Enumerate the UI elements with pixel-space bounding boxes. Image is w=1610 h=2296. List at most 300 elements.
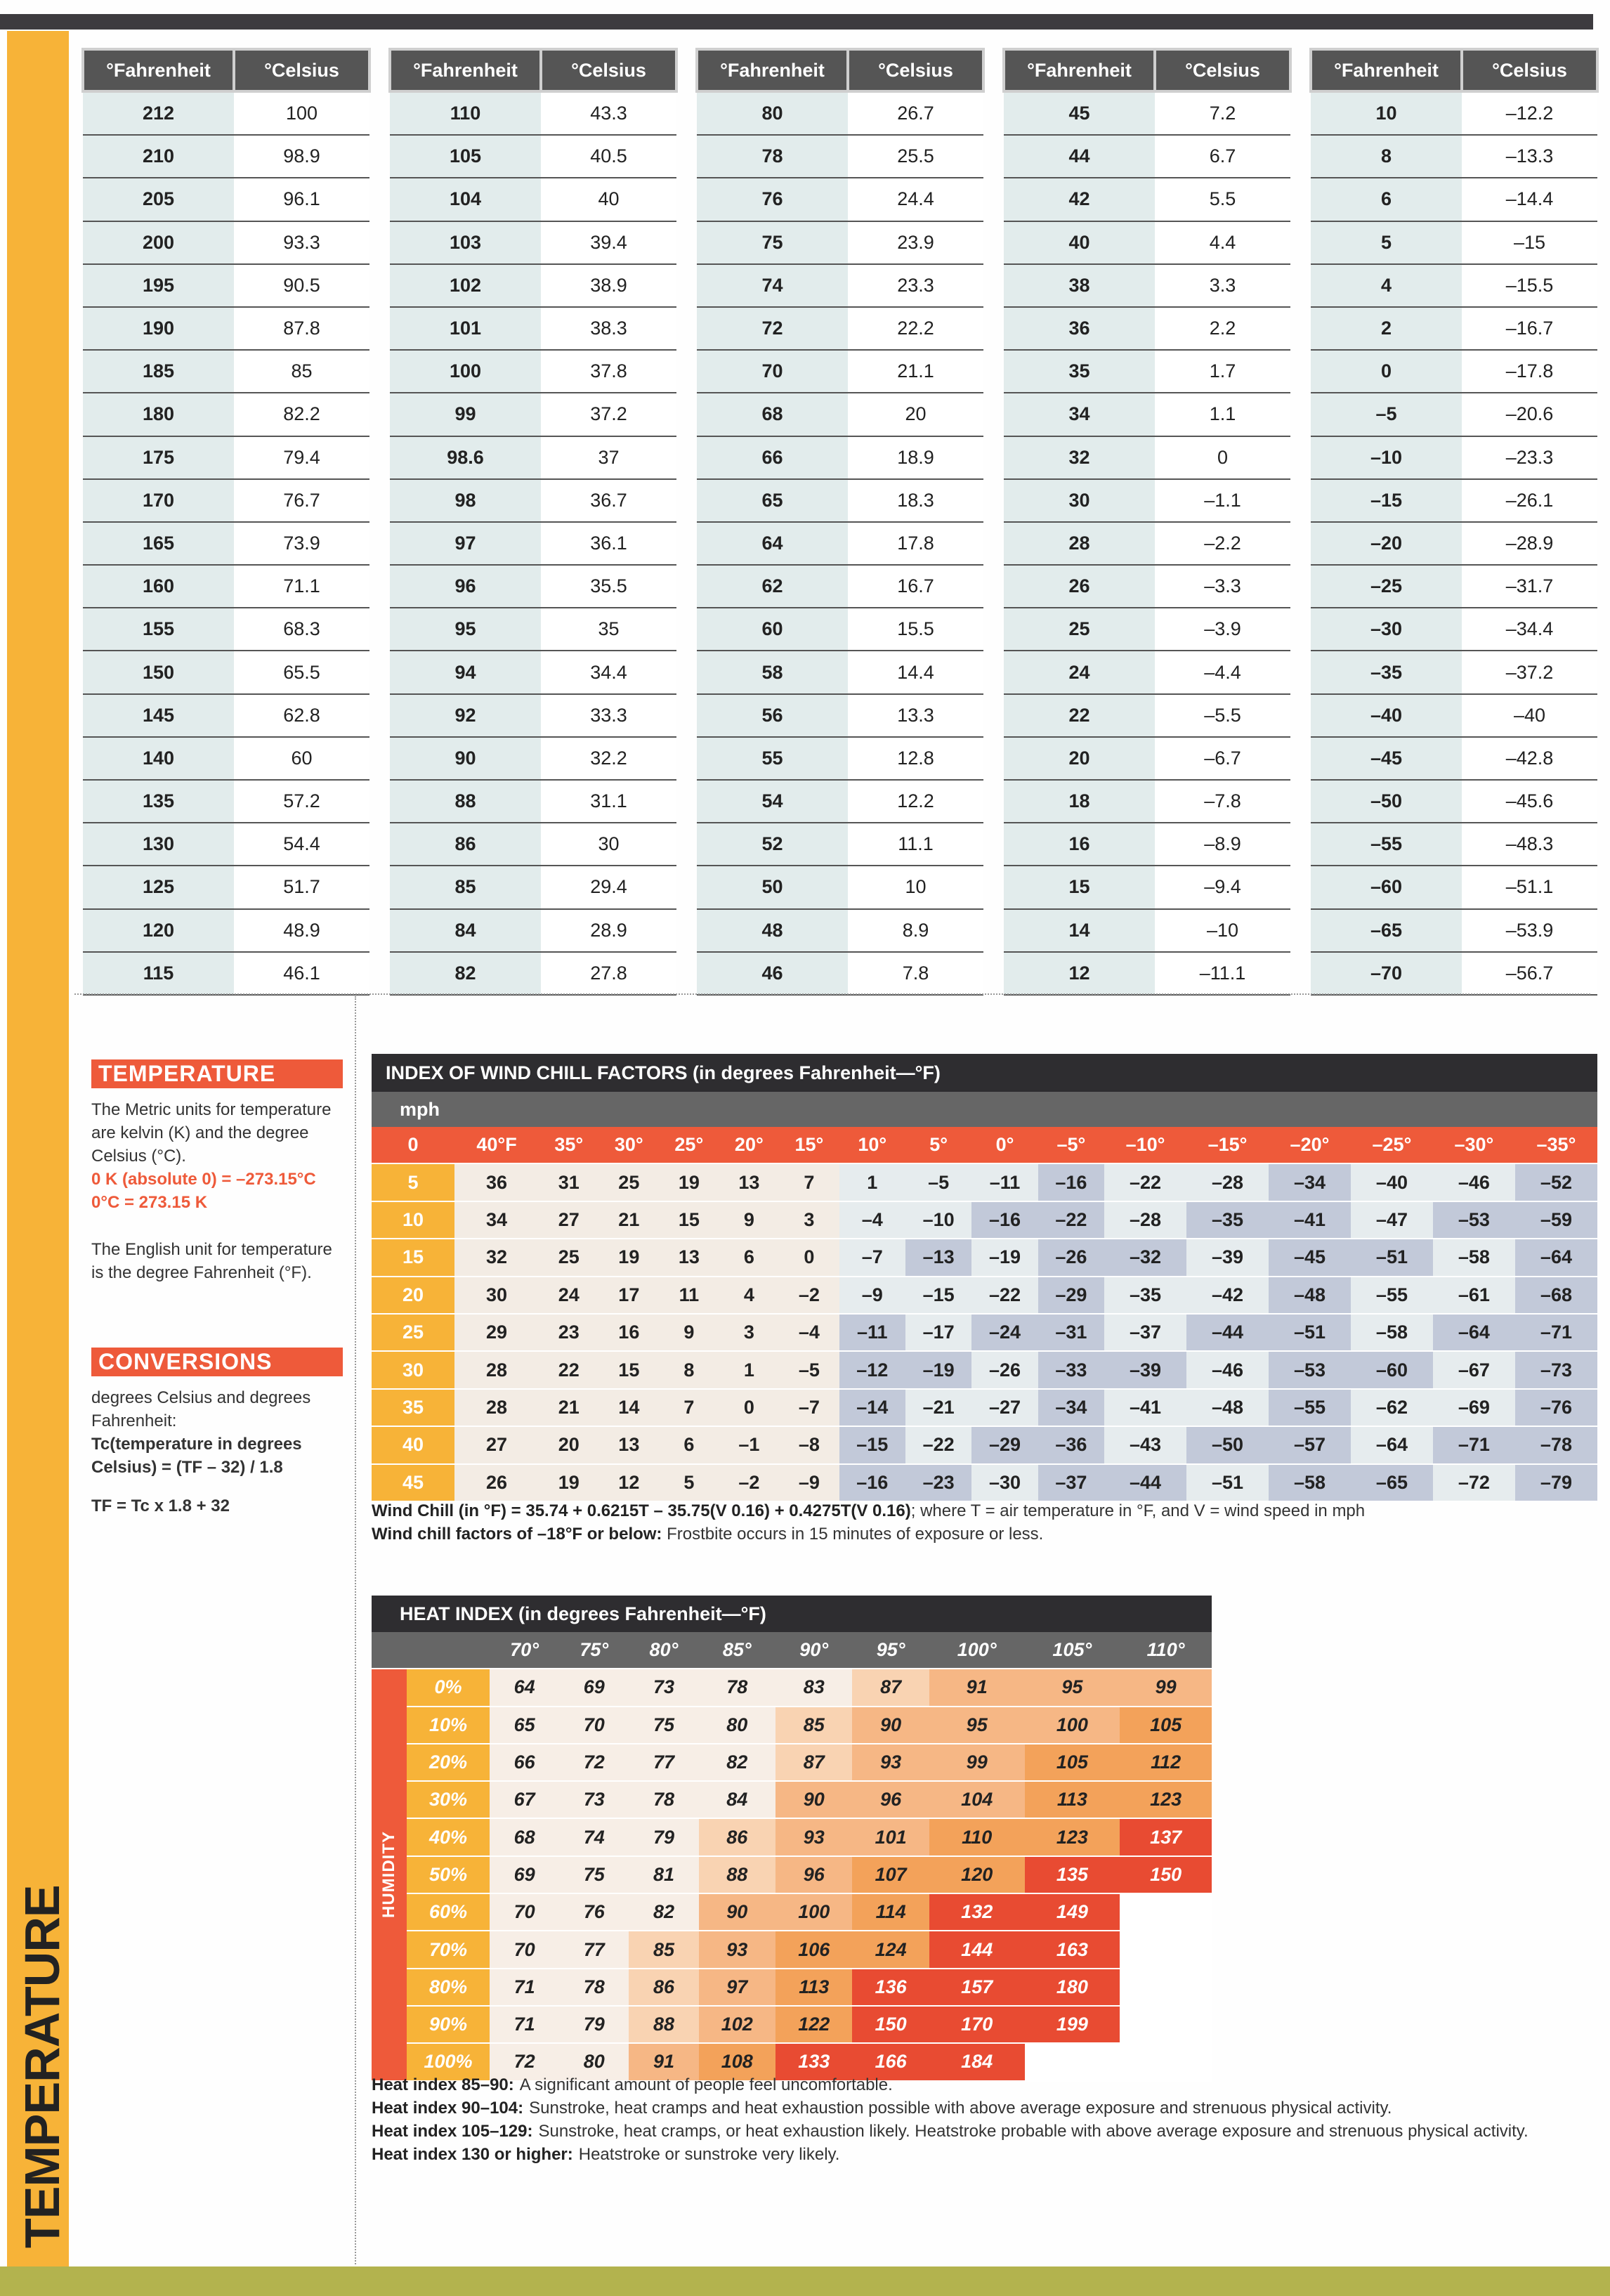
wind-chill-temp-header: 40°F (454, 1127, 539, 1163)
conversions-heading: CONVERSIONS (91, 1348, 343, 1376)
table-row (83, 135, 369, 178)
wind-chill-value: –5 (779, 1351, 839, 1388)
fahrenheit-value: –40 (1311, 694, 1462, 737)
fahrenheit-value: 145 (83, 694, 234, 737)
fahrenheit-value: 212 (83, 91, 234, 135)
fahrenheit-value: 2 (1311, 307, 1462, 350)
heat-index-humidity: 60% (407, 1893, 490, 1931)
top-bar (0, 14, 1593, 30)
heat-index-value: 112 (1120, 1744, 1212, 1781)
heat-index-value: 72 (490, 2043, 559, 2080)
fahrenheit-header: °Fahrenheit (83, 49, 234, 91)
table-row (83, 737, 369, 780)
table-row (697, 436, 983, 479)
celsius-value: 26.7 (848, 91, 983, 135)
heat-index-row (372, 1707, 1212, 1744)
wind-chill-mph: 30 (372, 1351, 454, 1388)
fahrenheit-value: 100 (390, 350, 541, 393)
wind-chill-value: –29 (1038, 1277, 1104, 1314)
wind-chill-temp-header: 25° (659, 1127, 719, 1163)
celsius-value: 0 (1155, 436, 1290, 479)
table-row (83, 952, 369, 995)
fahrenheit-value: –25 (1311, 565, 1462, 608)
celsius-value: 20 (848, 393, 983, 436)
table-row (390, 651, 676, 693)
celsius-value: 12.8 (848, 737, 983, 780)
heat-index-note-text: Sunstroke, heat cramps, or heat exhaustion likely. Heatstroke probable with above average exposure and strenuous physical activity. (538, 2122, 1529, 2141)
fahrenheit-header: °Fahrenheit (1004, 49, 1155, 91)
heat-index-value: 82 (629, 1893, 698, 1931)
heat-index-value: 101 (852, 1818, 929, 1855)
table-row (697, 565, 983, 608)
fahrenheit-value: 140 (83, 737, 234, 780)
fahrenheit-value: 6 (1311, 178, 1462, 221)
fahrenheit-value: 48 (697, 909, 848, 952)
celsius-header: °Celsius (1462, 49, 1597, 91)
table-row (83, 307, 369, 350)
heat-index-humidity: 100% (407, 2043, 490, 2080)
celsius-header: °Celsius (848, 49, 983, 91)
fahrenheit-value: –5 (1311, 393, 1462, 436)
wind-chill-temp-header: 35° (539, 1127, 599, 1163)
wind-chill-value: –58 (1433, 1239, 1515, 1276)
fahrenheit-value: 76 (697, 178, 848, 221)
heat-index-value: 87 (852, 1669, 929, 1706)
heat-index-temp-header: 85° (699, 1632, 775, 1669)
table-row (1311, 952, 1597, 995)
table-row (1311, 393, 1597, 436)
temperature-metric-text (91, 1098, 343, 1214)
celsius-value: 34.4 (541, 651, 676, 693)
table-row (83, 393, 369, 436)
heat-index-value: 100 (775, 1893, 852, 1931)
fahrenheit-value: 58 (697, 651, 848, 693)
table-row (83, 866, 369, 908)
wind-chill-value: –44 (1104, 1464, 1186, 1501)
heat-index-value: 180 (1025, 1969, 1120, 2006)
wind-chill-notes (372, 1499, 1597, 1546)
fahrenheit-value: 185 (83, 350, 234, 393)
zero-celsius-text: 0°C = 273.15 K (91, 1193, 208, 1212)
fahrenheit-value: 25 (1004, 608, 1155, 651)
celsius-value: 31.1 (541, 780, 676, 823)
divider-vertical (355, 996, 356, 2264)
table-row (697, 952, 983, 995)
fahrenheit-value: 190 (83, 307, 234, 350)
table-row (1004, 178, 1290, 221)
heat-index-value: 90 (775, 1781, 852, 1818)
wind-chill-value: 19 (599, 1239, 660, 1276)
table-row (1004, 823, 1290, 866)
fahrenheit-value: 120 (83, 909, 234, 952)
wind-chill-value: –71 (1515, 1314, 1597, 1351)
celsius-value: 10 (848, 866, 983, 908)
heat-index-value: 150 (1120, 1856, 1212, 1893)
table-row (1004, 866, 1290, 908)
celsius-value: 35.5 (541, 565, 676, 608)
heat-index-value: 102 (699, 2006, 775, 2043)
table-row (1311, 608, 1597, 651)
table-row (1004, 221, 1290, 264)
heat-index-value: 113 (1025, 1781, 1120, 1818)
wind-chill-value: –13 (905, 1239, 971, 1276)
table-row (390, 608, 676, 651)
heat-index-value: 77 (559, 1931, 629, 1968)
wind-chill-value: 11 (659, 1277, 719, 1314)
celsius-value: –48.3 (1462, 823, 1597, 866)
table-row (697, 780, 983, 823)
heat-index-temp-header: 95° (852, 1632, 929, 1669)
celsius-header: °Celsius (234, 49, 369, 91)
fahrenheit-value: –50 (1311, 780, 1462, 823)
wind-chill-value: 9 (659, 1314, 719, 1351)
table-row (1004, 780, 1290, 823)
celsius-value: 28.9 (541, 909, 676, 952)
wind-chill-value: 24 (539, 1277, 599, 1314)
table-row (1004, 522, 1290, 565)
fahrenheit-value: 75 (697, 221, 848, 264)
celsius-value: 7.8 (848, 952, 983, 995)
table-row (390, 522, 676, 565)
celsius-value: 36.7 (541, 479, 676, 522)
conversion-table (81, 48, 371, 996)
heat-index-value: 73 (629, 1669, 698, 1706)
celsius-value: 60 (234, 737, 369, 780)
heat-index-value: 100 (1025, 1707, 1120, 1744)
heat-index-temp-header: 110° (1120, 1632, 1212, 1669)
heat-index-value: 88 (699, 1856, 775, 1893)
wind-chill-formula-label: Wind Chill (in °F) = 35.74 + 0.6215T – 35.75(V 0.16) + 0.4275T(V 0.16) (372, 1501, 911, 1520)
wind-chill-value: –11 (839, 1314, 905, 1351)
wind-chill-temp-header: 0° (971, 1127, 1038, 1163)
heat-index-value: 83 (775, 1669, 852, 1706)
fahrenheit-value: 102 (390, 264, 541, 307)
celsius-value: 54.4 (234, 823, 369, 866)
fahrenheit-value: –35 (1311, 651, 1462, 693)
celsius-header: °Celsius (1155, 49, 1290, 91)
celsius-value: –26.1 (1462, 479, 1597, 522)
celsius-value: –12.2 (1462, 91, 1597, 135)
wind-chill-value: –19 (905, 1351, 971, 1388)
fahrenheit-value: 32 (1004, 436, 1155, 479)
temperature-english-text: The English unit for temperature is the degree Fahrenheit (°F). (91, 1240, 332, 1282)
wind-chill-value: –34 (1269, 1163, 1351, 1201)
wind-chill-temp-header: –35° (1515, 1127, 1597, 1163)
table-row (697, 221, 983, 264)
fahrenheit-value: 85 (390, 866, 541, 908)
fahrenheit-value: 16 (1004, 823, 1155, 866)
fahrenheit-value: 150 (83, 651, 234, 693)
table-row (1311, 479, 1597, 522)
heat-index-value: 76 (559, 1893, 629, 1931)
table-row (390, 178, 676, 221)
wind-chill-value: –48 (1186, 1389, 1269, 1426)
celsius-value: 37.2 (541, 393, 676, 436)
wind-chill-row (372, 1351, 1597, 1388)
celsius-value: –20.6 (1462, 393, 1597, 436)
wind-chill-value: –2 (779, 1277, 839, 1314)
celsius-value: 62.8 (234, 694, 369, 737)
wind-chill-value: –31 (1038, 1314, 1104, 1351)
heat-index-value: 75 (629, 1707, 698, 1744)
fahrenheit-value: 125 (83, 866, 234, 908)
heat-index-value: 68 (490, 1818, 559, 1855)
heat-index-value: 149 (1025, 1893, 1120, 1931)
table-row (697, 307, 983, 350)
celsius-value: 4.4 (1155, 221, 1290, 264)
celsius-value: –56.7 (1462, 952, 1597, 995)
heat-index-value: 95 (1025, 1669, 1120, 1706)
wind-chill-value: –4 (839, 1201, 905, 1239)
table-row (390, 264, 676, 307)
celsius-value: 21.1 (848, 350, 983, 393)
celsius-value: –17.8 (1462, 350, 1597, 393)
celsius-value: –10 (1155, 909, 1290, 952)
heat-index-humidity: 30% (407, 1781, 490, 1818)
celsius-value: 1.7 (1155, 350, 1290, 393)
table-row (1004, 264, 1290, 307)
wind-chill-value: –69 (1433, 1389, 1515, 1426)
heat-index-value: 85 (629, 1931, 698, 1968)
celsius-value: –28.9 (1462, 522, 1597, 565)
metric-units-text: The Metric units for temperature are kelvin (K) and the degree Celsius (°C). (91, 1100, 332, 1166)
table-row (1311, 436, 1597, 479)
heat-index-row (372, 1893, 1212, 1931)
wind-chill-value: –9 (779, 1464, 839, 1501)
wind-chill-value: 8 (659, 1351, 719, 1388)
celsius-value: –40 (1462, 694, 1597, 737)
celsius-value: 73.9 (234, 522, 369, 565)
wind-chill-value: –47 (1351, 1201, 1433, 1239)
fahrenheit-value: 68 (697, 393, 848, 436)
celsius-value: 40 (541, 178, 676, 221)
table-row (83, 780, 369, 823)
table-row (697, 909, 983, 952)
table-row (697, 522, 983, 565)
heat-index-temp-header: 105° (1025, 1632, 1120, 1669)
celsius-value: –45.6 (1462, 780, 1597, 823)
fahrenheit-value: 98 (390, 479, 541, 522)
humidity-label-cell (372, 1669, 407, 2080)
conversion-table (388, 48, 678, 996)
celsius-value: 96.1 (234, 178, 369, 221)
celsius-value: 32.2 (541, 737, 676, 780)
fahrenheit-value: 170 (83, 479, 234, 522)
wind-chill-value: –50 (1186, 1426, 1269, 1463)
heat-index-value: 123 (1120, 1781, 1212, 1818)
heat-index-value: 77 (629, 1744, 698, 1781)
wind-chill-value: 27 (454, 1426, 539, 1463)
wind-chill-value: –45 (1269, 1239, 1351, 1276)
wind-chill-value: –27 (971, 1389, 1038, 1426)
fahrenheit-value: 18 (1004, 780, 1155, 823)
wind-chill-value: –29 (971, 1426, 1038, 1463)
wind-chill-value: 34 (454, 1201, 539, 1239)
bottom-bar (0, 2266, 1610, 2296)
fahrenheit-value: –55 (1311, 823, 1462, 866)
celsius-value: 51.7 (234, 866, 369, 908)
celsius-value: 79.4 (234, 436, 369, 479)
table-row (390, 780, 676, 823)
celsius-value: –3.3 (1155, 565, 1290, 608)
heat-index-value: 81 (629, 1856, 698, 1893)
fahrenheit-value: 5 (1311, 221, 1462, 264)
heat-index-value: 69 (490, 1856, 559, 1893)
celsius-value: –2.2 (1155, 522, 1290, 565)
conversions-info (91, 1348, 343, 1518)
wind-chill-temp-header: 30° (599, 1127, 660, 1163)
heat-index-value: 74 (559, 1818, 629, 1855)
wind-chill-row (372, 1426, 1597, 1463)
celsius-header: °Celsius (541, 49, 676, 91)
table-row (83, 479, 369, 522)
fahrenheit-value: 45 (1004, 91, 1155, 135)
frostbite-text: Frostbite occurs in 15 minutes of exposure or less. (667, 1525, 1044, 1544)
heat-index-value: 170 (929, 2006, 1025, 2043)
wind-chill-value: –57 (1269, 1426, 1351, 1463)
table-row (697, 737, 983, 780)
table-row (83, 91, 369, 135)
table-row (1311, 178, 1597, 221)
celsius-value: 46.1 (234, 952, 369, 995)
heat-index-note-label: Heat index 85–90: (372, 2075, 514, 2094)
heat-index-value: 132 (929, 1893, 1025, 1931)
wind-chill-value: 15 (599, 1351, 660, 1388)
fahrenheit-value: 26 (1004, 565, 1155, 608)
wind-chill-value: 13 (719, 1163, 780, 1201)
celsius-value: 76.7 (234, 479, 369, 522)
fahrenheit-value: 99 (390, 393, 541, 436)
heat-index-row (372, 1818, 1212, 1855)
heat-index-value: 124 (852, 1931, 929, 1968)
table-row (1311, 135, 1597, 178)
celsius-value: –42.8 (1462, 737, 1597, 780)
wind-chill-value: –79 (1515, 1464, 1597, 1501)
fahrenheit-value: 60 (697, 608, 848, 651)
wind-chill-value: –59 (1515, 1201, 1597, 1239)
fahrenheit-value: 165 (83, 522, 234, 565)
heat-index-value: 78 (629, 1781, 698, 1818)
celsius-value: 6.7 (1155, 135, 1290, 178)
wind-chill-value: 0 (719, 1389, 780, 1426)
heat-index-humidity: 80% (407, 1969, 490, 2006)
table-row (1311, 866, 1597, 908)
celsius-value: –37.2 (1462, 651, 1597, 693)
wind-chill-value: 22 (539, 1351, 599, 1388)
heat-index-note-label: Heat index 90–104: (372, 2099, 524, 2118)
wind-chill-value: 14 (599, 1389, 660, 1426)
heat-index-value: 71 (490, 2006, 559, 2043)
sidebar-title: TEMPERATURE (15, 1885, 70, 2248)
wind-chill-formula-rest: ; where T = air temperature in °F, and V = wind speed in mph (910, 1501, 1366, 1520)
fahrenheit-value: 130 (83, 823, 234, 866)
heat-index-value: 71 (490, 1969, 559, 2006)
table-row (1311, 780, 1597, 823)
celsius-value: 37.8 (541, 350, 676, 393)
celsius-value: 5.5 (1155, 178, 1290, 221)
heat-index-value: 80 (559, 2043, 629, 2080)
wind-chill-value: –28 (1186, 1163, 1269, 1201)
wind-chill-value: 20 (539, 1426, 599, 1463)
wind-chill-value: 0 (779, 1239, 839, 1276)
wind-chill-value: –16 (1038, 1163, 1104, 1201)
heat-index-value: 86 (699, 1818, 775, 1855)
wind-chill-formula (372, 1499, 1597, 1522)
wind-chill-temp-header: –10° (1104, 1127, 1186, 1163)
fahrenheit-value: 210 (83, 135, 234, 178)
heat-index-note (372, 2120, 1597, 2143)
table-row (390, 307, 676, 350)
fahrenheit-value: 115 (83, 952, 234, 995)
wind-chill-value: 28 (454, 1389, 539, 1426)
wind-chill-temp-header: –15° (1186, 1127, 1269, 1163)
heat-index-value: 79 (629, 1818, 698, 1855)
wind-chill-mph-label: mph (372, 1092, 1597, 1127)
celsius-value: 22.2 (848, 307, 983, 350)
fahrenheit-header: °Fahrenheit (1311, 49, 1462, 91)
wind-chill-value: –28 (1104, 1201, 1186, 1239)
table-row (390, 221, 676, 264)
heat-index-humidity: 20% (407, 1744, 490, 1781)
wind-chill-value: –41 (1269, 1201, 1351, 1239)
heat-index-note-text: Sunstroke, heat cramps and heat exhaustion possible with above average exposure and strenuous physical activity. (529, 2099, 1392, 2118)
wind-chill-value: 30 (454, 1277, 539, 1314)
fahrenheit-value: 38 (1004, 264, 1155, 307)
celsius-value: –31.7 (1462, 565, 1597, 608)
fahrenheit-value: –65 (1311, 909, 1462, 952)
heat-index-value: 135 (1025, 1856, 1120, 1893)
heat-index-value: 199 (1025, 2006, 1120, 2043)
humidity-label: HUMIDITY (379, 1831, 398, 1919)
celsius-value: 23.3 (848, 264, 983, 307)
fahrenheit-value: 90 (390, 737, 541, 780)
celsius-value: 7.2 (1155, 91, 1290, 135)
wind-chill-value: –64 (1515, 1239, 1597, 1276)
fahrenheit-value: 55 (697, 737, 848, 780)
wind-chill-value: 23 (539, 1314, 599, 1351)
wind-chill-value: –16 (971, 1201, 1038, 1239)
heat-index-value: 88 (629, 2006, 698, 2043)
wind-chill-value: –14 (839, 1389, 905, 1426)
fahrenheit-value: 94 (390, 651, 541, 693)
table-row (1311, 221, 1597, 264)
wind-chill-value: 17 (599, 1277, 660, 1314)
fahrenheit-value: 20 (1004, 737, 1155, 780)
wind-chill-value: –36 (1038, 1426, 1104, 1463)
table-row (697, 608, 983, 651)
heat-index-value: 96 (775, 1856, 852, 1893)
fahrenheit-value: 12 (1004, 952, 1155, 995)
heat-index-note-label: Heat index 105–129: (372, 2122, 533, 2141)
fahrenheit-value: 70 (697, 350, 848, 393)
celsius-value: 36.1 (541, 522, 676, 565)
celsius-value: –15 (1462, 221, 1597, 264)
table-row (1311, 694, 1597, 737)
fahrenheit-value: 195 (83, 264, 234, 307)
heat-index-humidity: 90% (407, 2006, 490, 2043)
table-row (83, 522, 369, 565)
wind-chill-value: –5 (905, 1163, 971, 1201)
celsius-value: 18.9 (848, 436, 983, 479)
fahrenheit-value: 92 (390, 694, 541, 737)
table-row (1311, 737, 1597, 780)
celsius-value: 29.4 (541, 866, 676, 908)
celsius-value: –9.4 (1155, 866, 1290, 908)
fahrenheit-value: 62 (697, 565, 848, 608)
wind-chill-value: 25 (539, 1239, 599, 1276)
celsius-value: –5.5 (1155, 694, 1290, 737)
heat-index-value: 73 (559, 1781, 629, 1818)
